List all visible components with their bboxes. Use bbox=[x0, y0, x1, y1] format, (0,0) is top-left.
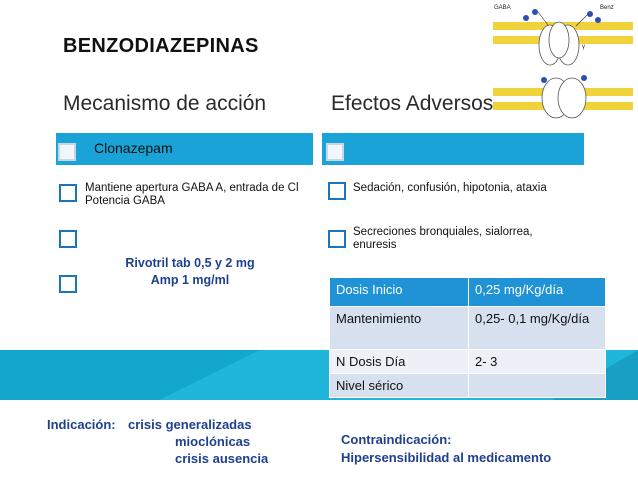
indication-line: crisis ausencia bbox=[175, 451, 269, 466]
adverse-effect-text: Secreciones bronquiales, sialorrea, enuresis bbox=[353, 226, 533, 251]
checkbox-icon bbox=[328, 182, 346, 200]
checkbox-icon bbox=[328, 230, 346, 248]
indication-line: mioclónicas bbox=[175, 434, 251, 449]
gaba-receptor-diagram bbox=[488, 0, 638, 125]
table-cell: N Dosis Día bbox=[330, 350, 469, 374]
table-cell: 2- 3 bbox=[469, 350, 606, 374]
table-cell: 0,25 mg/Kg/día bbox=[469, 278, 606, 307]
rivotril-line: Rivotril tab 0,5 y 2 mg bbox=[125, 256, 255, 270]
receptor-subunit bbox=[558, 78, 586, 118]
rivotril-line: Amp 1 mg/ml bbox=[150, 273, 230, 287]
diagram-label: Benz bbox=[600, 5, 614, 11]
checkbox-icon bbox=[58, 143, 76, 161]
gaba-molecule-icon bbox=[541, 77, 547, 83]
checkbox-icon bbox=[59, 230, 77, 248]
adverse-effects-heading: Efectos Adversos bbox=[331, 92, 494, 115]
gaba-molecule-icon bbox=[595, 17, 601, 23]
checkbox-icon bbox=[59, 184, 77, 202]
dosage-table bbox=[329, 277, 606, 398]
gaba-molecule-icon bbox=[581, 75, 587, 81]
table-row bbox=[330, 307, 606, 350]
table-row bbox=[330, 350, 606, 374]
contraindication-text: Hipersensibilidad al medicamento bbox=[341, 450, 552, 465]
table-cell: Dosis Inicio bbox=[330, 278, 469, 307]
mechanism-text: Mantiene apertura GABA A, entrada de Cl Potencia GABA bbox=[85, 182, 299, 207]
gaba-molecule-icon bbox=[523, 15, 529, 21]
table-row bbox=[330, 278, 606, 307]
table-row bbox=[330, 374, 606, 398]
mechanism-heading: Mecanismo de acción bbox=[63, 92, 267, 115]
indication-line: crisis generalizadas bbox=[128, 417, 252, 432]
checkbox-icon bbox=[59, 275, 77, 293]
table-cell: Mantenimiento bbox=[330, 307, 469, 350]
receptor-subunit bbox=[549, 22, 569, 58]
right-header-bar bbox=[322, 133, 584, 165]
diagram-label: γ bbox=[582, 44, 585, 50]
diagram-label: GABA bbox=[494, 5, 511, 11]
indication-label: Indicación: bbox=[47, 417, 116, 432]
adverse-effect-text: Sedación, confusión, hipotonia, ataxia bbox=[353, 182, 547, 194]
contraindication-block bbox=[341, 431, 551, 467]
contraindication-label: Contraindicación: bbox=[341, 432, 452, 447]
table-cell: 0,25- 0,1 mg/Kg/día bbox=[469, 307, 606, 350]
rivotril-presentation bbox=[90, 255, 290, 289]
drug-name-label: Clonazepam bbox=[94, 140, 173, 156]
table-cell bbox=[469, 374, 606, 398]
checkbox-icon bbox=[326, 143, 344, 161]
table-cell: Nivel sérico bbox=[330, 374, 469, 398]
gaba-molecule-icon bbox=[532, 9, 538, 15]
slide-title: BENZODIAZEPINAS bbox=[63, 35, 259, 57]
